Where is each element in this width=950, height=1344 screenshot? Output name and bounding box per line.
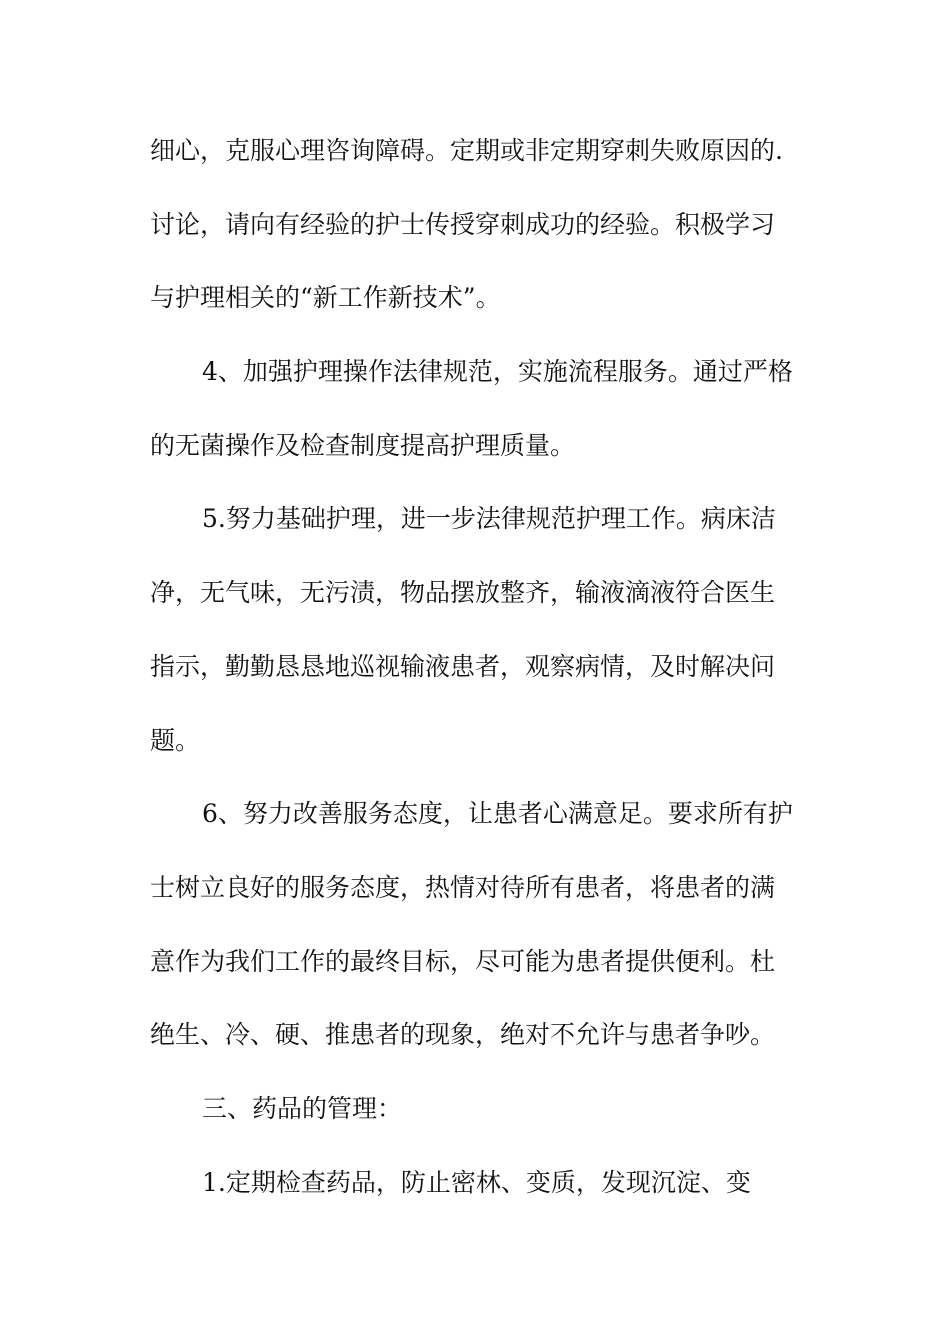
paragraph-start-line: 1.定期检查药品，防止密林、变质，发现沉淀、变 — [202, 1167, 751, 1197]
text-line: 与护理相关的“新工作新技术”。 — [150, 283, 501, 313]
paragraph-start-line: 6、努力改善服务态度，让患者心满意足。要求所有护 — [202, 799, 793, 829]
text-line: 意作为我们工作的最终目标，尽可能为患者提供便利。杜 — [150, 946, 776, 976]
text-line: 士树立良好的服务态度，热情对待所有患者，将患者的满 — [150, 872, 776, 902]
text-line: 指示，勤勤恳恳地巡视输液患者，观察病情，及时解决问 — [150, 651, 776, 681]
paragraph-start-line: 4、加强护理操作法律规范，实施流程服务。通过严格 — [202, 357, 793, 387]
text-line: 细心，克服心理咨询障碍。定期或非定期穿刺失败原因的. — [150, 136, 783, 165]
text-line: 的无菌操作及检查制度提高护理质量。 — [150, 430, 576, 460]
paragraph-start-line: 5.努力基础护理，进一步法律规范护理工作。病床洁 — [202, 504, 776, 534]
text-line: 题。 — [150, 725, 201, 755]
text-line: 讨论，请向有经验的护士传授穿刺成功的经验。积极学习 — [150, 209, 776, 239]
document-body — [150, 126, 810, 1231]
text-line: 净，无气味，无污渍，物品摆放整齐，输液滴液符合医生 — [150, 578, 776, 608]
section-heading: 三、药品的管理： — [202, 1093, 403, 1123]
text-line: 绝生、冷、硬、推患者的现象，绝对不允许与患者争吵。 — [150, 1020, 776, 1050]
